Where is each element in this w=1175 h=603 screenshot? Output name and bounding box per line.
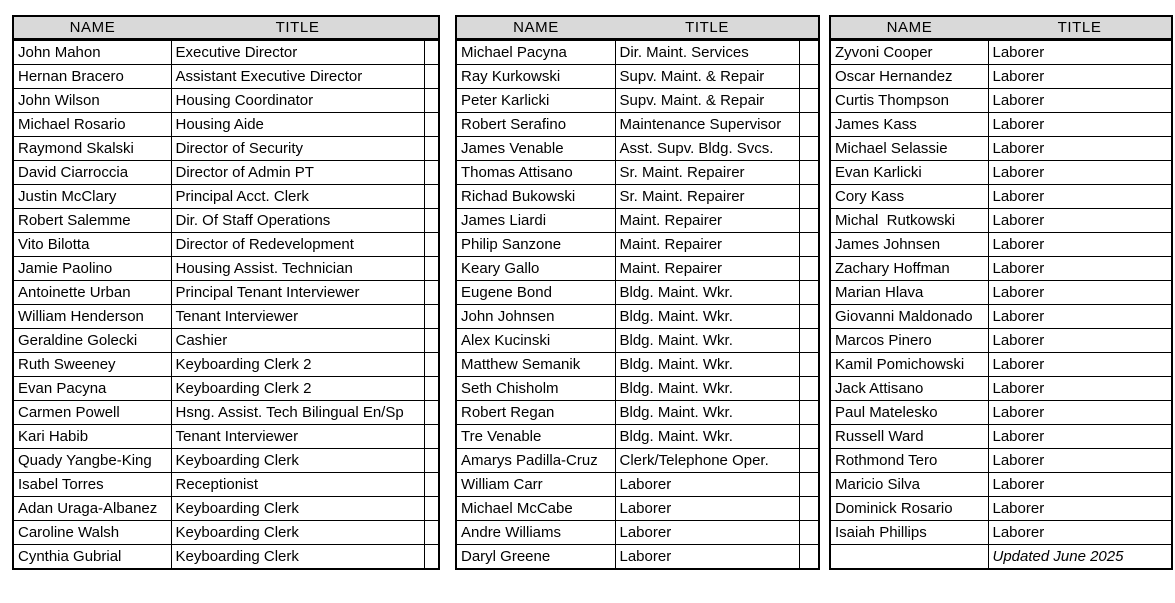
employee-title-cell: Maintenance Supervisor bbox=[615, 113, 799, 137]
employee-title-cell: Supv. Maint. & Repair bbox=[615, 89, 799, 113]
spacer-cell bbox=[424, 497, 439, 521]
employee-title-cell: Dir. Maint. Services bbox=[615, 40, 799, 65]
employee-name-cell: Evan Pacyna bbox=[13, 377, 171, 401]
table-row bbox=[456, 40, 819, 65]
employee-name-cell: Raymond Skalski bbox=[13, 137, 171, 161]
spacer-cell bbox=[424, 209, 439, 233]
employee-title-cell: Bldg. Maint. Wkr. bbox=[615, 401, 799, 425]
spacer-cell bbox=[799, 185, 819, 209]
employee-title-cell: Sr. Maint. Repairer bbox=[615, 161, 799, 185]
table-row bbox=[456, 209, 819, 233]
spacer-cell bbox=[799, 233, 819, 257]
employee-name-cell: Michael Selassie bbox=[830, 137, 988, 161]
employee-name-cell: Michael McCabe bbox=[456, 497, 615, 521]
employee-title-cell: Executive Director bbox=[171, 40, 424, 65]
employee-name-cell: James Venable bbox=[456, 137, 615, 161]
employee-name-cell: Adan Uraga-Albanez bbox=[13, 497, 171, 521]
employee-name-cell: Rothmond Tero bbox=[830, 449, 988, 473]
employee-title-cell: Clerk/Telephone Oper. bbox=[615, 449, 799, 473]
spacer-cell bbox=[424, 449, 439, 473]
table-row bbox=[830, 161, 1172, 185]
table-row bbox=[830, 257, 1172, 281]
table-row bbox=[13, 257, 439, 281]
employee-name-cell: Giovanni Maldonado bbox=[830, 305, 988, 329]
employee-name-cell: Geraldine Golecki bbox=[13, 329, 171, 353]
table-row bbox=[830, 40, 1172, 65]
employee-name-cell: Kari Habib bbox=[13, 425, 171, 449]
table-row bbox=[13, 545, 439, 570]
employee-title-cell: Director of Admin PT bbox=[171, 161, 424, 185]
spacer-cell bbox=[799, 89, 819, 113]
column-header-name: NAME bbox=[13, 16, 171, 40]
table-row bbox=[13, 233, 439, 257]
table-row bbox=[13, 161, 439, 185]
spacer-cell bbox=[799, 40, 819, 65]
table-row bbox=[456, 185, 819, 209]
header-row bbox=[456, 16, 819, 40]
spacer-cell bbox=[424, 257, 439, 281]
employee-title-cell: Laborer bbox=[988, 137, 1172, 161]
table-row bbox=[13, 401, 439, 425]
employee-name-cell: James Liardi bbox=[456, 209, 615, 233]
employee-name-cell: Robert Salemme bbox=[13, 209, 171, 233]
employee-title-cell: Housing Assist. Technician bbox=[171, 257, 424, 281]
spacer-cell bbox=[799, 497, 819, 521]
header-spacer-cell bbox=[799, 16, 819, 40]
table-row bbox=[456, 257, 819, 281]
employee-title-cell: Bldg. Maint. Wkr. bbox=[615, 329, 799, 353]
employee-title-cell: Maint. Repairer bbox=[615, 257, 799, 281]
spacer-cell bbox=[799, 377, 819, 401]
employee-title-cell: Laborer bbox=[988, 65, 1172, 89]
employee-title-cell: Laborer bbox=[988, 257, 1172, 281]
table-row bbox=[456, 329, 819, 353]
employee-name-cell: Alex Kucinski bbox=[456, 329, 615, 353]
table-row bbox=[13, 40, 439, 65]
employee-name-cell: Keary Gallo bbox=[456, 257, 615, 281]
spacer-cell bbox=[424, 161, 439, 185]
employee-name-cell: John Johnsen bbox=[456, 305, 615, 329]
employee-title-cell: Cashier bbox=[171, 329, 424, 353]
employee-name-cell: Carmen Powell bbox=[13, 401, 171, 425]
spacer-cell bbox=[424, 137, 439, 161]
employee-title-cell: Laborer bbox=[988, 521, 1172, 545]
employee-name-cell: Seth Chisholm bbox=[456, 377, 615, 401]
spacer-cell bbox=[424, 65, 439, 89]
table-body bbox=[830, 40, 1172, 570]
spacer-cell bbox=[424, 377, 439, 401]
employee-name-cell: Matthew Semanik bbox=[456, 353, 615, 377]
table-row bbox=[456, 545, 819, 570]
employee-title-cell: Laborer bbox=[615, 545, 799, 570]
employee-title-cell: Assistant Executive Director bbox=[171, 65, 424, 89]
employee-title-cell: Tenant Interviewer bbox=[171, 425, 424, 449]
employee-name-cell: Jack Attisano bbox=[830, 377, 988, 401]
table-row bbox=[830, 209, 1172, 233]
employee-name-cell: James Kass bbox=[830, 113, 988, 137]
employee-title-cell: Laborer bbox=[988, 113, 1172, 137]
table-row bbox=[830, 137, 1172, 161]
table-row bbox=[13, 425, 439, 449]
column-header-title: TITLE bbox=[171, 16, 424, 40]
table-row bbox=[830, 65, 1172, 89]
employee-title-cell: Laborer bbox=[988, 209, 1172, 233]
spacer-cell bbox=[424, 185, 439, 209]
employee-name-cell: Michael Pacyna bbox=[456, 40, 615, 65]
employee-title-cell: Laborer bbox=[988, 161, 1172, 185]
employee-name-cell: James Johnsen bbox=[830, 233, 988, 257]
tables-row bbox=[12, 15, 1175, 570]
spacer-cell bbox=[799, 473, 819, 497]
table-row bbox=[830, 329, 1172, 353]
employee-name-cell: Marian Hlava bbox=[830, 281, 988, 305]
spacer-cell bbox=[799, 113, 819, 137]
table-row bbox=[456, 233, 819, 257]
employee-name-cell: Zyvoni Cooper bbox=[830, 40, 988, 65]
table-row bbox=[830, 233, 1172, 257]
employee-name-cell: Robert Serafino bbox=[456, 113, 615, 137]
employee-name-cell: Russell Ward bbox=[830, 425, 988, 449]
employee-name-cell: Ruth Sweeney bbox=[13, 353, 171, 377]
spacer-cell bbox=[424, 353, 439, 377]
employee-title-cell: Laborer bbox=[615, 521, 799, 545]
table-row bbox=[13, 353, 439, 377]
employee-title-cell: Director of Security bbox=[171, 137, 424, 161]
spacer-cell bbox=[799, 65, 819, 89]
employee-name-cell: John Wilson bbox=[13, 89, 171, 113]
table-row bbox=[456, 473, 819, 497]
employee-name-cell: Vito Bilotta bbox=[13, 233, 171, 257]
employee-title-cell: Maint. Repairer bbox=[615, 233, 799, 257]
table-row bbox=[456, 161, 819, 185]
column-header-title: TITLE bbox=[615, 16, 799, 40]
table-row bbox=[830, 545, 1172, 570]
header-spacer-cell bbox=[424, 16, 439, 40]
column-header-title: TITLE bbox=[988, 16, 1172, 40]
employee-name-cell: Peter Karlicki bbox=[456, 89, 615, 113]
table-body bbox=[13, 40, 439, 570]
employee-title-cell: Laborer bbox=[988, 449, 1172, 473]
employee-title-cell: Maint. Repairer bbox=[615, 209, 799, 233]
employee-name-cell: Curtis Thompson bbox=[830, 89, 988, 113]
spacer-cell bbox=[799, 353, 819, 377]
employee-name-cell: Richad Bukowski bbox=[456, 185, 615, 209]
employee-title-cell: Bldg. Maint. Wkr. bbox=[615, 305, 799, 329]
spacer-cell bbox=[799, 257, 819, 281]
table-row bbox=[456, 521, 819, 545]
employee-title-cell: Asst. Supv. Bldg. Svcs. bbox=[615, 137, 799, 161]
employee-title-cell: Bldg. Maint. Wkr. bbox=[615, 353, 799, 377]
employee-name-cell: Oscar Hernandez bbox=[830, 65, 988, 89]
employee-title-cell: Laborer bbox=[615, 473, 799, 497]
employee-title-cell: Bldg. Maint. Wkr. bbox=[615, 425, 799, 449]
table-header bbox=[456, 16, 819, 40]
spacer-cell bbox=[799, 305, 819, 329]
table-row bbox=[13, 449, 439, 473]
staff-table-maintenance bbox=[455, 15, 820, 570]
table-row bbox=[830, 185, 1172, 209]
employee-title-cell: Laborer bbox=[615, 497, 799, 521]
table-row bbox=[13, 209, 439, 233]
spacer-cell bbox=[424, 233, 439, 257]
employee-title-cell: Updated June 2025 bbox=[988, 545, 1172, 570]
table-row bbox=[456, 449, 819, 473]
employee-title-cell: Tenant Interviewer bbox=[171, 305, 424, 329]
employee-name-cell: Kamil Pomichowski bbox=[830, 353, 988, 377]
employee-title-cell: Principal Tenant Interviewer bbox=[171, 281, 424, 305]
table-row bbox=[830, 401, 1172, 425]
spacer-cell bbox=[424, 40, 439, 65]
staff-table-administration bbox=[12, 15, 440, 570]
employee-title-cell: Principal Acct. Clerk bbox=[171, 185, 424, 209]
table-row bbox=[830, 305, 1172, 329]
employee-name-cell: Justin McClary bbox=[13, 185, 171, 209]
table-row bbox=[830, 425, 1172, 449]
staff-table-laborers bbox=[829, 15, 1173, 570]
employee-title-cell: Laborer bbox=[988, 89, 1172, 113]
header-row bbox=[13, 16, 439, 40]
spacer-cell bbox=[424, 545, 439, 570]
spacer-cell bbox=[424, 521, 439, 545]
table-row bbox=[456, 425, 819, 449]
employee-title-cell: Laborer bbox=[988, 425, 1172, 449]
column-header-name: NAME bbox=[456, 16, 615, 40]
table-row bbox=[13, 113, 439, 137]
employee-name-cell: Cynthia Gubrial bbox=[13, 545, 171, 570]
table-row bbox=[13, 65, 439, 89]
employee-title-cell: Keyboarding Clerk 2 bbox=[171, 353, 424, 377]
table-row bbox=[13, 89, 439, 113]
employee-title-cell: Receptionist bbox=[171, 473, 424, 497]
employee-name-cell: Dominick Rosario bbox=[830, 497, 988, 521]
employee-name-cell: Daryl Greene bbox=[456, 545, 615, 570]
employee-name-cell bbox=[830, 545, 988, 570]
employee-name-cell: Jamie Paolino bbox=[13, 257, 171, 281]
employee-name-cell: Tre Venable bbox=[456, 425, 615, 449]
employee-name-cell: William Carr bbox=[456, 473, 615, 497]
employee-title-cell: Laborer bbox=[988, 305, 1172, 329]
employee-title-cell: Bldg. Maint. Wkr. bbox=[615, 281, 799, 305]
employee-title-cell: Bldg. Maint. Wkr. bbox=[615, 377, 799, 401]
spacer-cell bbox=[799, 329, 819, 353]
table-row bbox=[13, 473, 439, 497]
employee-name-cell: Philip Sanzone bbox=[456, 233, 615, 257]
employee-name-cell: Michal Rutkowski bbox=[830, 209, 988, 233]
table-row bbox=[13, 497, 439, 521]
table-row bbox=[13, 305, 439, 329]
table-row bbox=[456, 89, 819, 113]
table-row bbox=[456, 401, 819, 425]
spacer-cell bbox=[424, 401, 439, 425]
table-body bbox=[456, 40, 819, 570]
employee-name-cell: David Ciarroccia bbox=[13, 161, 171, 185]
table-row bbox=[830, 521, 1172, 545]
employee-title-cell: Laborer bbox=[988, 377, 1172, 401]
spacer-cell bbox=[424, 281, 439, 305]
employee-name-cell: Robert Regan bbox=[456, 401, 615, 425]
spacer-cell bbox=[799, 425, 819, 449]
employee-title-cell: Hsng. Assist. Tech Bilingual En/Sp bbox=[171, 401, 424, 425]
spacer-cell bbox=[799, 281, 819, 305]
employee-name-cell: Michael Rosario bbox=[13, 113, 171, 137]
employee-name-cell: Isaiah Phillips bbox=[830, 521, 988, 545]
employee-title-cell: Laborer bbox=[988, 353, 1172, 377]
spacer-cell bbox=[799, 449, 819, 473]
employee-title-cell: Laborer bbox=[988, 401, 1172, 425]
spacer-cell bbox=[799, 521, 819, 545]
table-row bbox=[830, 497, 1172, 521]
table-row bbox=[13, 281, 439, 305]
employee-title-cell: Housing Aide bbox=[171, 113, 424, 137]
table-row bbox=[830, 377, 1172, 401]
spacer-cell bbox=[424, 113, 439, 137]
spacer-cell bbox=[799, 401, 819, 425]
employee-name-cell: John Mahon bbox=[13, 40, 171, 65]
employee-title-cell: Dir. Of Staff Operations bbox=[171, 209, 424, 233]
employee-title-cell: Director of Redevelopment bbox=[171, 233, 424, 257]
employee-title-cell: Keyboarding Clerk bbox=[171, 449, 424, 473]
employee-title-cell: Keyboarding Clerk bbox=[171, 521, 424, 545]
spacer-cell bbox=[799, 209, 819, 233]
table-row bbox=[456, 497, 819, 521]
employee-title-cell: Supv. Maint. & Repair bbox=[615, 65, 799, 89]
table-row bbox=[13, 377, 439, 401]
table-row bbox=[13, 185, 439, 209]
table-row bbox=[830, 353, 1172, 377]
table-row bbox=[456, 65, 819, 89]
spacer-cell bbox=[799, 137, 819, 161]
employee-name-cell: Eugene Bond bbox=[456, 281, 615, 305]
employee-name-cell: Thomas Attisano bbox=[456, 161, 615, 185]
spacer-cell bbox=[424, 305, 439, 329]
employee-title-cell: Sr. Maint. Repairer bbox=[615, 185, 799, 209]
employee-title-cell: Laborer bbox=[988, 40, 1172, 65]
employee-name-cell: Andre Williams bbox=[456, 521, 615, 545]
table-row bbox=[456, 377, 819, 401]
table-header bbox=[830, 16, 1172, 40]
spacer-cell bbox=[424, 329, 439, 353]
employee-name-cell: Caroline Walsh bbox=[13, 521, 171, 545]
table-row bbox=[830, 281, 1172, 305]
employee-title-cell: Keyboarding Clerk 2 bbox=[171, 377, 424, 401]
table-row bbox=[830, 89, 1172, 113]
table-row bbox=[456, 281, 819, 305]
employee-name-cell: Paul Matelesko bbox=[830, 401, 988, 425]
employee-title-cell: Laborer bbox=[988, 233, 1172, 257]
employee-name-cell: Maricio Silva bbox=[830, 473, 988, 497]
table-row bbox=[830, 113, 1172, 137]
table-row bbox=[456, 305, 819, 329]
employee-name-cell: Marcos Pinero bbox=[830, 329, 988, 353]
table-row bbox=[456, 113, 819, 137]
header-row bbox=[830, 16, 1172, 40]
spacer-cell bbox=[424, 473, 439, 497]
employee-title-cell: Laborer bbox=[988, 329, 1172, 353]
spacer-cell bbox=[799, 161, 819, 185]
employee-name-cell: William Henderson bbox=[13, 305, 171, 329]
employee-title-cell: Laborer bbox=[988, 497, 1172, 521]
employee-title-cell: Housing Coordinator bbox=[171, 89, 424, 113]
employee-name-cell: Evan Karlicki bbox=[830, 161, 988, 185]
employee-name-cell: Cory Kass bbox=[830, 185, 988, 209]
employee-name-cell: Hernan Bracero bbox=[13, 65, 171, 89]
table-row bbox=[830, 449, 1172, 473]
table-row bbox=[13, 329, 439, 353]
table-row bbox=[456, 137, 819, 161]
column-header-name: NAME bbox=[830, 16, 988, 40]
table-row bbox=[13, 137, 439, 161]
employee-name-cell: Amarys Padilla-Cruz bbox=[456, 449, 615, 473]
employee-title-cell: Keyboarding Clerk bbox=[171, 545, 424, 570]
employee-name-cell: Zachary Hoffman bbox=[830, 257, 988, 281]
employee-name-cell: Isabel Torres bbox=[13, 473, 171, 497]
table-header bbox=[13, 16, 439, 40]
employee-name-cell: Quady Yangbe-King bbox=[13, 449, 171, 473]
table-row bbox=[13, 521, 439, 545]
spacer-cell bbox=[424, 425, 439, 449]
employee-name-cell: Ray Kurkowski bbox=[456, 65, 615, 89]
employee-name-cell: Antoinette Urban bbox=[13, 281, 171, 305]
employee-title-cell: Laborer bbox=[988, 185, 1172, 209]
table-row bbox=[456, 353, 819, 377]
employee-title-cell: Keyboarding Clerk bbox=[171, 497, 424, 521]
spacer-cell bbox=[424, 89, 439, 113]
table-row bbox=[830, 473, 1172, 497]
employee-title-cell: Laborer bbox=[988, 473, 1172, 497]
spacer-cell bbox=[799, 545, 819, 570]
employee-title-cell: Laborer bbox=[988, 281, 1172, 305]
